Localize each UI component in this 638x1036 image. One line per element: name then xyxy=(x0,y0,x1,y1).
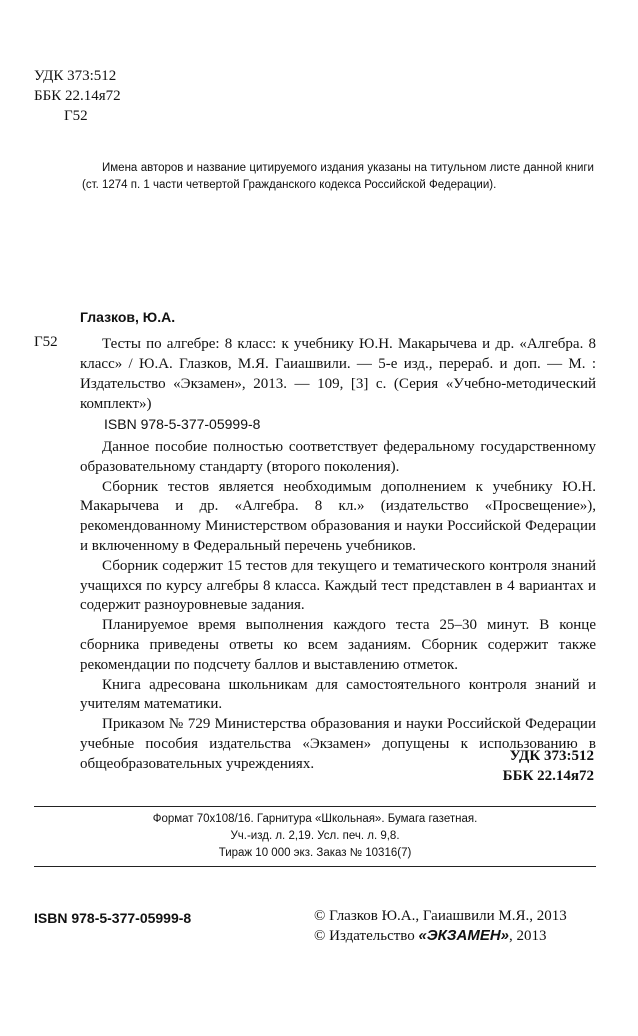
annotation-paragraph: Сборник содержит 15 тестов для текущего и тематического контроля знаний учащихся по курсу алгебры 8 класса. Каждый тест представлен в 4 вариантах и содержит разноуровневые задания. xyxy=(80,557,596,614)
copyright-publisher-year: , 2013 xyxy=(509,928,547,944)
udk-code-bold: УДК 373:512 xyxy=(509,748,594,764)
imprint-format: Формат 70x108/16. Гарнитура «Школьная». Бумага газетная. xyxy=(152,813,478,825)
annotation xyxy=(80,438,596,775)
copyright-block xyxy=(314,906,567,946)
annotation-paragraph: Книга адресована школьникам для самостоятельного контроля знаний и учителям математики. xyxy=(80,676,596,713)
author-heading: Глазков, Ю.А. xyxy=(80,309,176,325)
imprint-print-run: Тираж 10 000 экз. Заказ № 10316(7) xyxy=(218,847,412,859)
isbn-footer: ISBN 978-5-377-05999-8 xyxy=(34,910,192,926)
udk-code: УДК 373:512 xyxy=(34,68,117,84)
classification-block xyxy=(34,66,121,126)
bbk-code: ББК 22.14я72 xyxy=(34,88,121,104)
isbn-line: ISBN 978-5-377-05999-8 xyxy=(104,416,261,432)
copyright-publisher xyxy=(314,926,567,946)
classification-codes-right xyxy=(503,746,594,786)
publisher-brand: «ЭКЗАМЕН» xyxy=(418,927,510,944)
divider-bottom xyxy=(34,866,596,867)
annotation-paragraph: Приказом № 729 Министерства образования и науки Российской Федерации учебные пособия издательства «Экзамен» допущены к использованию в общеобразовательных учреждениях. xyxy=(80,716,596,772)
bibliographic-description: Тесты по алгебре: 8 класс: к учебнику Ю.Н. Макарычева и др. «Алгебра. 8 класс» / Ю.А. Глазков, М.Я. Гаиашвили. — 5-е изд., перераб. и доп. — М. : Издательство «Экзамен», 2013. — 109, [3] с. (Серия «Учебно-методический комплект») xyxy=(80,336,596,412)
imprint-block xyxy=(34,811,596,862)
copyright-note: Имена авторов и название цитируемого издания указаны на титульном листе данной книги (ст. 1274 п. 1 части четвертой Гражданского кодекса Российской Федерации). xyxy=(82,162,594,191)
copyright-authors: © Глазков Ю.А., Гаиашвили М.Я., 2013 xyxy=(314,908,567,924)
annotation-paragraph: Данное пособие полностью соответствует федеральному государственному образовательному стандарту (второго поколения). xyxy=(80,439,596,475)
author-mark: Г52 xyxy=(64,108,88,124)
copyright-publisher-prefix: © Издательство xyxy=(314,928,419,944)
annotation-paragraph: Сборник тестов является необходимым дополнением к учебнику Ю.Н. Макарычева и др. «Алгебра. 8 кл.» (издательство «Просвещение»), рекомендованному Министерством образования и науки Российской Федерации и включенному в Федеральный перечень учебников. xyxy=(80,478,596,554)
imprint-volume: Уч.-изд. л. 2,19. Усл. печ. л. 9,8. xyxy=(230,830,400,842)
divider-top xyxy=(34,806,596,807)
annotation-paragraph: Планируемое время выполнения каждого теста 25–30 минут. В конце сборника приведены ответы ко всем заданиям. Сборник содержит также рекомендации по подсчету баллов и выставлению отметок. xyxy=(80,617,596,673)
bbk-code-bold: ББК 22.14я72 xyxy=(502,768,594,784)
author-mark-left: Г52 xyxy=(34,334,58,350)
